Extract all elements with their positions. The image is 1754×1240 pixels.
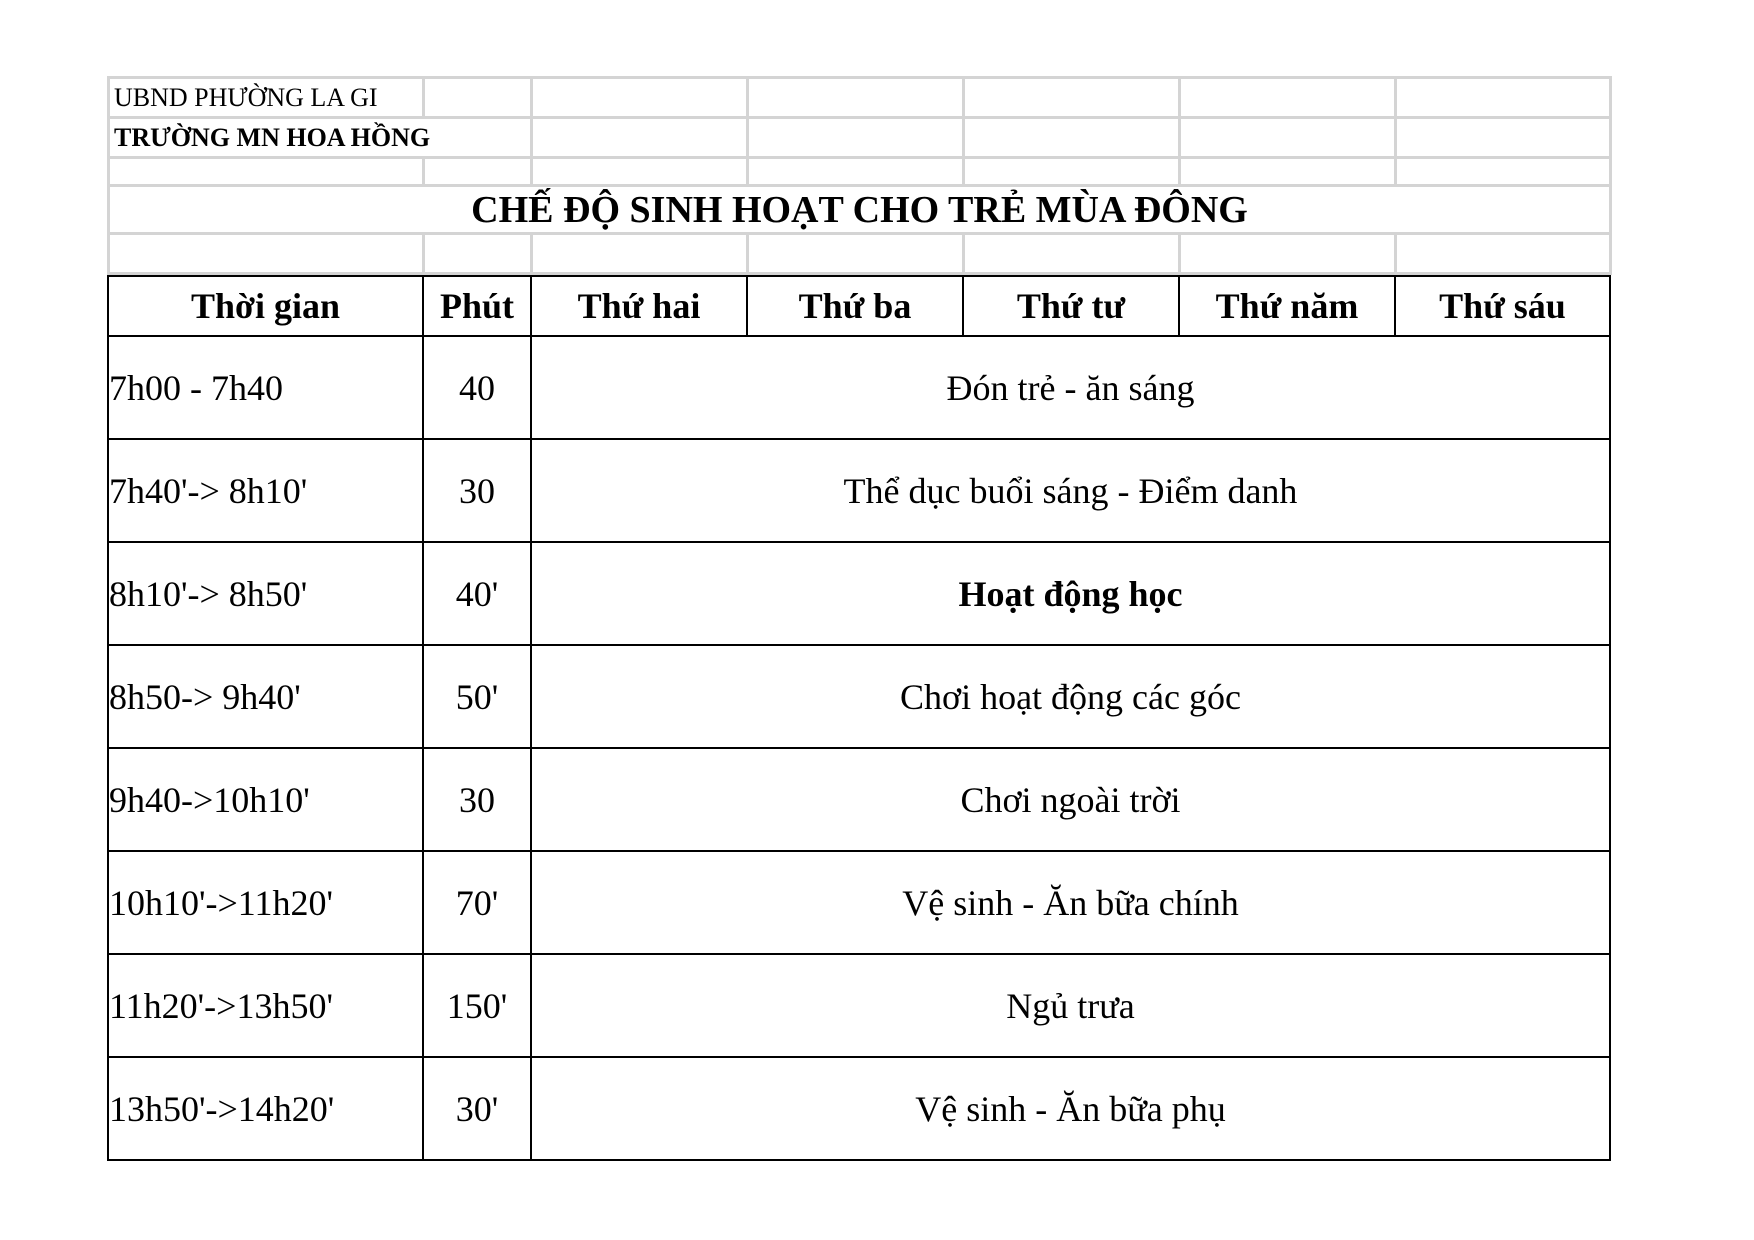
col-header-fri: Thứ sáu	[1395, 276, 1610, 336]
col-header-time: Thời gian	[108, 276, 423, 336]
time-cell: 13h50'->14h20'	[108, 1057, 423, 1160]
minutes-cell: 30	[423, 439, 531, 542]
table-row	[108, 542, 1610, 645]
time-cell: 11h20'->13h50'	[108, 954, 423, 1057]
schedule-table	[107, 275, 1611, 1161]
time-cell: 7h40'-> 8h10'	[108, 439, 423, 542]
authority-label: UBND PHƯỜNG LA GI	[109, 78, 424, 118]
minutes-cell: 70'	[423, 851, 531, 954]
table-row	[108, 954, 1610, 1057]
activity-cell: Đón trẻ - ăn sáng	[531, 336, 1610, 439]
activity-cell: Chơi hoạt động các góc	[531, 645, 1610, 748]
time-cell: 8h50-> 9h40'	[108, 645, 423, 748]
school-name: TRƯỜNG MN HOA HỒNG	[109, 118, 532, 158]
time-cell: 10h10'->11h20'	[108, 851, 423, 954]
table-row	[108, 1057, 1610, 1160]
table-row	[108, 851, 1610, 954]
activity-cell: Hoạt động học	[531, 542, 1610, 645]
table-row	[108, 336, 1610, 439]
table-row	[108, 439, 1610, 542]
col-header-mon: Thứ hai	[531, 276, 747, 336]
activity-cell: Vệ sinh - Ăn bữa chính	[531, 851, 1610, 954]
schedule-sheet	[107, 76, 1612, 1161]
table-row	[108, 645, 1610, 748]
table-row	[108, 748, 1610, 851]
col-header-thu: Thứ năm	[1179, 276, 1395, 336]
time-cell: 8h10'-> 8h50'	[108, 542, 423, 645]
minutes-cell: 150'	[423, 954, 531, 1057]
minutes-cell: 40'	[423, 542, 531, 645]
col-header-minutes: Phút	[423, 276, 531, 336]
activity-cell: Vệ sinh - Ăn bữa phụ	[531, 1057, 1610, 1160]
activity-cell: Ngủ trưa	[531, 954, 1610, 1057]
minutes-cell: 30	[423, 748, 531, 851]
minutes-cell: 30'	[423, 1057, 531, 1160]
header-grid	[107, 76, 1612, 275]
minutes-cell: 40	[423, 336, 531, 439]
col-header-tue: Thứ ba	[747, 276, 963, 336]
activity-cell: Thể dục buổi sáng - Điểm danh	[531, 439, 1610, 542]
activity-cell: Chơi ngoài trời	[531, 748, 1610, 851]
col-header-wed: Thứ tư	[963, 276, 1179, 336]
time-cell: 7h00 - 7h40	[108, 336, 423, 439]
page-title: CHẾ ĐỘ SINH HOẠT CHO TRẺ MÙA ĐÔNG	[109, 186, 1611, 234]
table-header-row	[108, 276, 1610, 336]
minutes-cell: 50'	[423, 645, 531, 748]
time-cell: 9h40->10h10'	[108, 748, 423, 851]
